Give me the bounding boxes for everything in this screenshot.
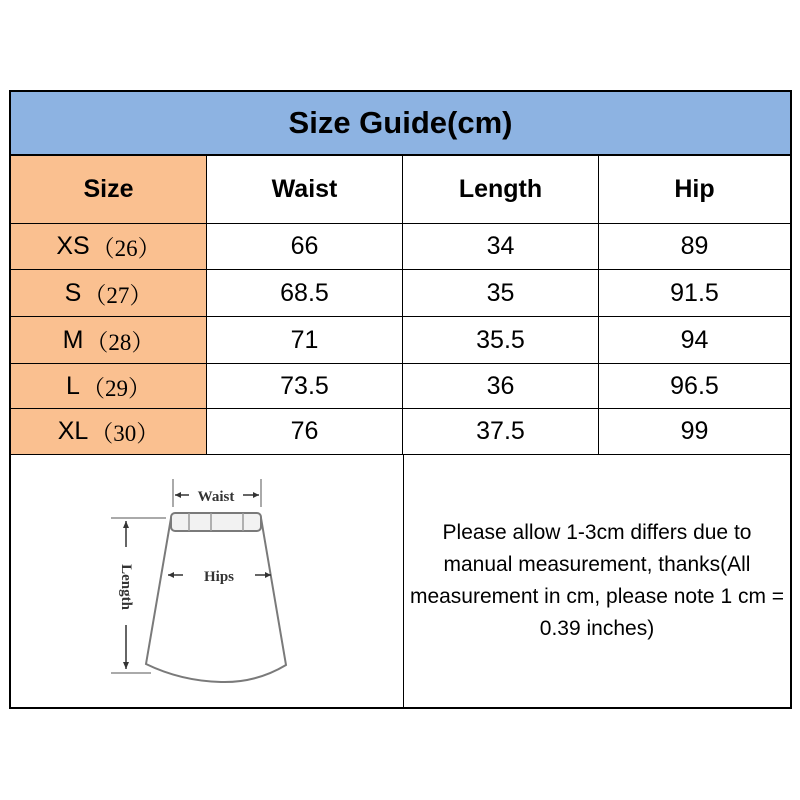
skirt-illustration-icon [11, 455, 403, 707]
table-cell-length: 36 [403, 364, 599, 409]
table-cell-hip: 89 [599, 224, 790, 270]
size-number: （29） [81, 375, 151, 401]
length-label: Length [118, 564, 134, 610]
table-cell-length: 34 [403, 224, 599, 270]
table-row-size [11, 270, 207, 317]
table-cell-length: 37.5 [403, 409, 599, 455]
size-label: XL [57, 417, 89, 445]
size-guide-table [9, 90, 792, 709]
table-cell-waist: 68.5 [207, 270, 403, 317]
header-size: Size [11, 156, 207, 224]
skirt-measurement-diagram [11, 455, 403, 707]
table-cell-hip: 94 [599, 317, 790, 364]
table-cell-length: 35.5 [403, 317, 599, 364]
header-waist: Waist [207, 156, 403, 224]
size-label: L [66, 371, 80, 400]
skirt-outline [146, 518, 286, 682]
table-row-size [11, 224, 207, 270]
table-row-size [11, 317, 207, 364]
table-row-size [11, 409, 207, 455]
waist-label: Waist [197, 489, 235, 505]
header-hip: Hip [599, 156, 790, 224]
header-length: Length [403, 156, 599, 224]
waistband [171, 513, 261, 531]
table-title: Size Guide(cm) [11, 92, 790, 156]
table-cell-hip: 99 [599, 409, 790, 455]
table-row-size [11, 364, 207, 409]
table-cell-hip: 96.5 [599, 364, 790, 409]
size-label: XS [56, 232, 90, 260]
table-cell-hip: 91.5 [599, 270, 790, 317]
hips-label: Hips [203, 569, 235, 585]
table-cell-waist: 76 [207, 409, 403, 455]
size-number: （26） [91, 236, 161, 261]
table-cell-length: 35 [403, 270, 599, 317]
size-number: （30） [90, 421, 160, 446]
table-cell-waist: 71 [207, 317, 403, 364]
table-cell-waist: 66 [207, 224, 403, 270]
size-label: S [64, 278, 82, 307]
table-cell-waist: 73.5 [207, 364, 403, 409]
measurement-note [403, 455, 790, 707]
size-number: （27） [83, 282, 153, 308]
size-number: （28） [85, 329, 155, 355]
size-label: M [62, 325, 84, 354]
note-text: Please allow 1-3cm differs due to manual measurement, thanks(All measurement in cm, please note 1 cm = 0.39 inches) [409, 521, 785, 640]
